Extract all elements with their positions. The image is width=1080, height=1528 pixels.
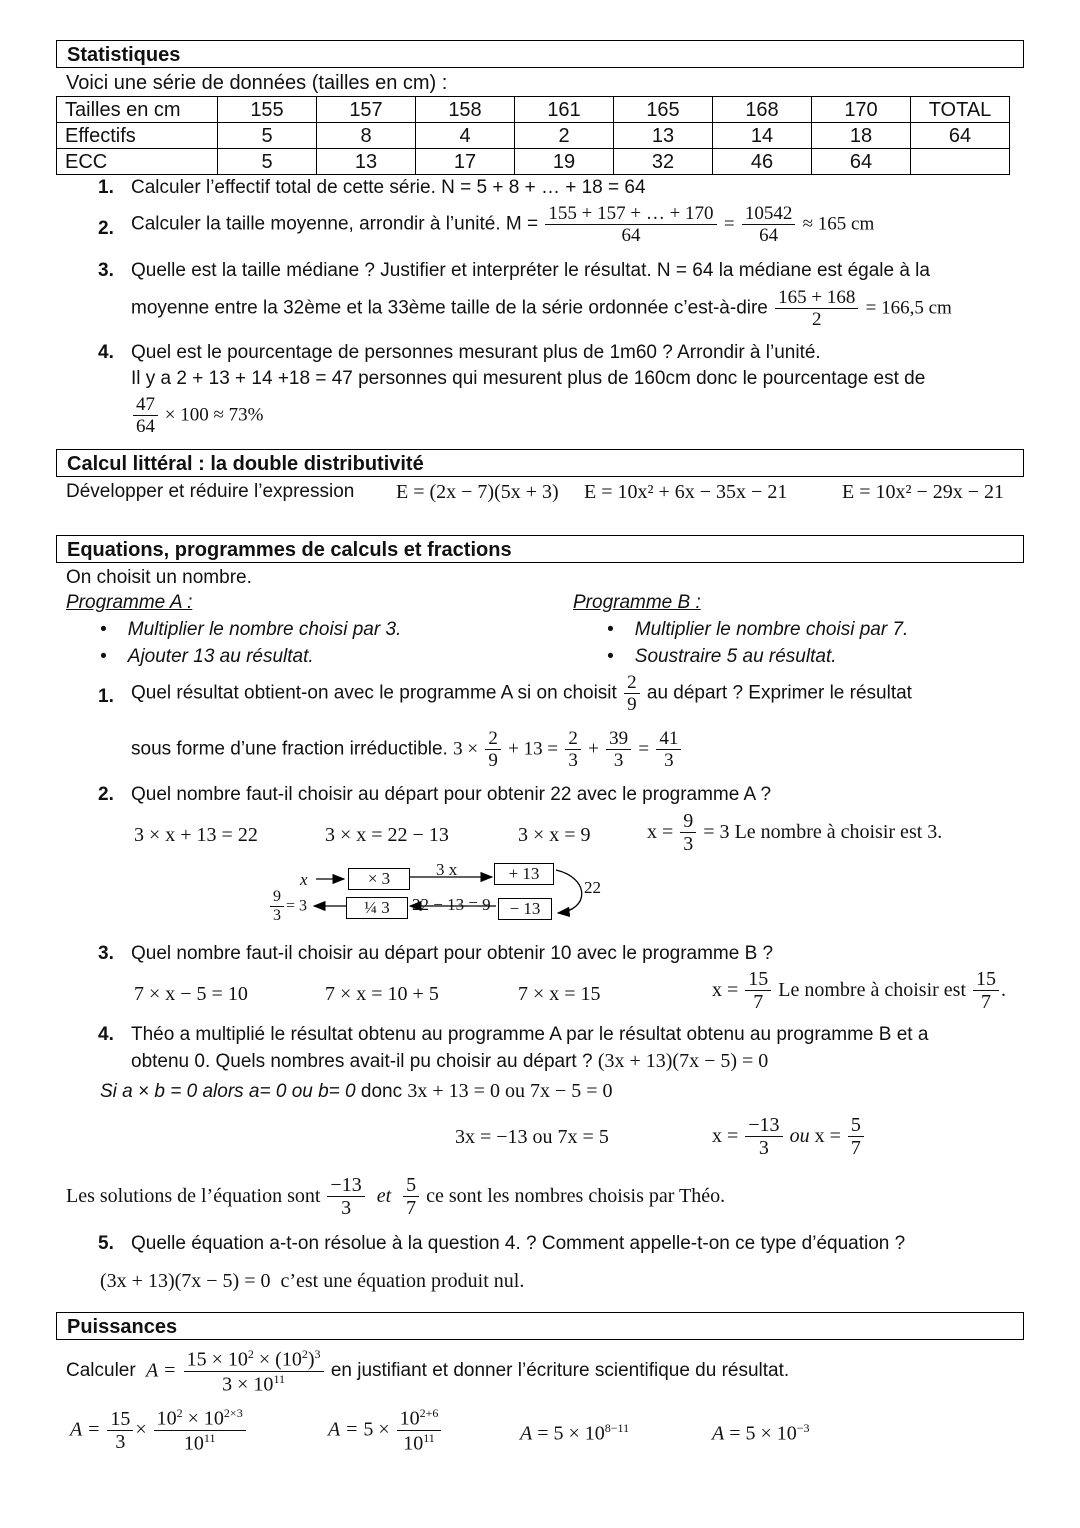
eq-step: 7 × x − 5 = 10 bbox=[134, 983, 248, 1005]
stats-q3-line1: Quelle est la taille médiane ? Justifier et interpréter le résultat. N = 64 la médiane est égale à la bbox=[131, 260, 930, 281]
calcul-e1: E = (2x − 7)(5x + 3) bbox=[396, 481, 559, 503]
diagram-plus13: + 13 bbox=[494, 863, 554, 885]
diagram-div3: ¼ 3 bbox=[346, 897, 408, 919]
eq-step: 3 × x = 22 − 13 bbox=[325, 824, 449, 846]
eq-step: 3 × x + 13 = 22 bbox=[134, 824, 258, 846]
stats-table bbox=[56, 96, 1010, 175]
progA-title: Programme A : bbox=[66, 592, 193, 613]
section-title-equations: Equations, programmes de calculs et fractions bbox=[56, 535, 1024, 563]
section-title-puissances: Puissances bbox=[56, 1312, 1024, 1340]
diagram-sub: 22 − 13 = 9 bbox=[412, 895, 491, 914]
eq-q4-line2: obtenu 0. Quels nombres avait-il pu choisir au départ ? (3x + 13)(7x − 5) = 0 bbox=[131, 1050, 769, 1072]
diagram-out: 22 bbox=[584, 878, 601, 897]
eq-q1-line2: sous forme d’une fraction irréductible. 3 × $\frac{2}{9}$ + 13 = $\frac{2}{3}$ + $\frac{39}{3}$ = $\frac{41}{3}$ bbox=[131, 728, 683, 771]
eq-step: 7 × x = 10 + 5 bbox=[325, 983, 439, 1005]
stats-q3-line2: moyenne entre la 32ème et la 33ème taille de la série ordonnée c’est-à-dire $\frac{165 + 168}{2}$ = 166,5 cm bbox=[131, 287, 952, 330]
eq-q5-answer: (3x + 13)(7x − 5) = 0 c’est une équation produit nul. bbox=[100, 1270, 525, 1292]
puissances-step4: $A = 5 \times 10^{-3}$ bbox=[712, 1421, 810, 1445]
stats-q4-line2: Il y a 2 + 13 + 14 +18 = 47 personnes qui mesurent plus de 160cm donc le pourcentage est de bbox=[131, 368, 926, 389]
calcul-e2: E = 10x² + 6x − 35x − 21 bbox=[584, 481, 788, 503]
eq-q2-answer: x = $\frac{9}{3}$ = 3 Le nombre à choisir est 3. bbox=[647, 810, 943, 855]
puissances-step2: A = 5 × $\frac{10^{2+6}}{10^{11}}$ bbox=[328, 1406, 443, 1454]
eq-q3: Quel nombre faut-il choisir au départ pour obtenir 10 avec le programme B ? bbox=[131, 943, 774, 964]
stats-q4-line1: Quel est le pourcentage de personnes mesurant plus de 1m60 ? Arrondir à l’unité. bbox=[131, 342, 821, 363]
table-row: Effectifs 5 8 4 2 13 14 18 64 bbox=[57, 123, 1010, 149]
eq-q2: Quel nombre faut-il choisir au départ pour obtenir 22 avec le programme A ? bbox=[131, 784, 772, 805]
arrow bbox=[556, 870, 582, 913]
eq-intro: On choisit un nombre. bbox=[66, 567, 252, 588]
calcul-text: Développer et réduire l’expression bbox=[66, 481, 355, 502]
stats-q1: Calculer l’effectif total de cette série. N = 5 + 8 + … + 18 = 64 bbox=[131, 177, 646, 198]
diagram-result: $\frac{9}{3}$ = 3 bbox=[268, 888, 307, 925]
section-title-statistiques: Statistiques bbox=[56, 40, 1024, 68]
progB-title: Programme B : bbox=[573, 592, 701, 613]
eq-q4-line1: Théo a multiplié le résultat obtenu au programme A par le résultat obtenu au programme B et a bbox=[131, 1024, 929, 1045]
stats-q2: Calculer la taille moyenne, arrondir à l’unité. M = $\frac{155 + 157 + \dots + 170}{64}$ = $\frac{10542}{64}$ ≈ 165 cm bbox=[131, 203, 875, 246]
progB-item: • Multiplier le nombre choisi par 7. bbox=[607, 619, 909, 640]
row-label: ECC bbox=[57, 149, 218, 175]
puissances-statement: Calculer A = $\frac{15 \times 10^2 \times (10^2)^3}{3 \times 10^{11}}$ en justifiant et donner l’écriture scientifique du résultat. bbox=[66, 1347, 790, 1396]
puissances-step1: A = $\frac{15}{3}$ × $\frac{10^2 \times 10^{2\times 3}}{10^{11}}$ bbox=[70, 1406, 248, 1454]
row-label: Tailles en cm bbox=[57, 97, 218, 123]
eq-step: 3 × x = 9 bbox=[518, 824, 591, 846]
diagram-times3: × 3 bbox=[348, 868, 410, 890]
table-row: ECC 5 13 17 19 32 46 64 bbox=[57, 149, 1010, 175]
progB-item: • Soustraire 5 au résultat. bbox=[607, 646, 837, 667]
row-label: Effectifs bbox=[57, 123, 218, 149]
eq-q5: Quelle équation a-t-on résolue à la question 4. ? Comment appelle-t-on ce type d’équation ? bbox=[131, 1233, 906, 1254]
progA-item: • Ajouter 13 au résultat. bbox=[100, 646, 314, 667]
diagram-minus13: − 13 bbox=[498, 898, 552, 920]
eq-step: 7 × x = 15 bbox=[518, 983, 601, 1005]
table-row: Tailles en cm 155 157 158 161 165 168 170 TOTAL bbox=[57, 97, 1010, 123]
eq-q4-eq3: 3x = −13 ou 7x = 5 bbox=[455, 1126, 609, 1148]
eq-q3-answer: x = $\frac{15}{7}$ Le nombre à choisir est $\frac{15}{7}$ . bbox=[712, 968, 1006, 1013]
progA-item: • Multiplier le nombre choisi par 3. bbox=[100, 619, 402, 640]
eq-q4-rule: Si a × b = 0 alors a= 0 ou b= 0 donc 3x + 13 = 0 ou 7x − 5 = 0 bbox=[100, 1080, 613, 1102]
eq-q4-conclusion: Les solutions de l’équation sont $\frac{-13}{3}$ et $\frac{5}{7}$ ce sont les nombres choisis par Théo. bbox=[66, 1174, 726, 1219]
eq-q4-sol: x = $\frac{-13}{3}$ ou x = $\frac{5}{7}$ bbox=[712, 1114, 866, 1159]
eq-q1-line1: Quel résultat obtient-on avec le programme A si on choisit $\frac{2}{9}$ au départ ? Exprimer le résultat bbox=[131, 672, 912, 715]
diagram-3x: 3 x bbox=[436, 860, 458, 879]
section-title-calcul: Calcul littéral : la double distributivité bbox=[56, 449, 1024, 477]
stats-intro: Voici une série de données (tailles en cm) : bbox=[66, 72, 448, 94]
puissances-step3: $A = 5 \times 10^{8-11}$ bbox=[520, 1421, 630, 1445]
stats-q4-result: $\frac{47}{64}$ × 100 ≈ 73% bbox=[131, 394, 263, 437]
diagram-x: x bbox=[300, 870, 308, 889]
calcul-e3: E = 10x² − 29x − 21 bbox=[842, 481, 1005, 503]
